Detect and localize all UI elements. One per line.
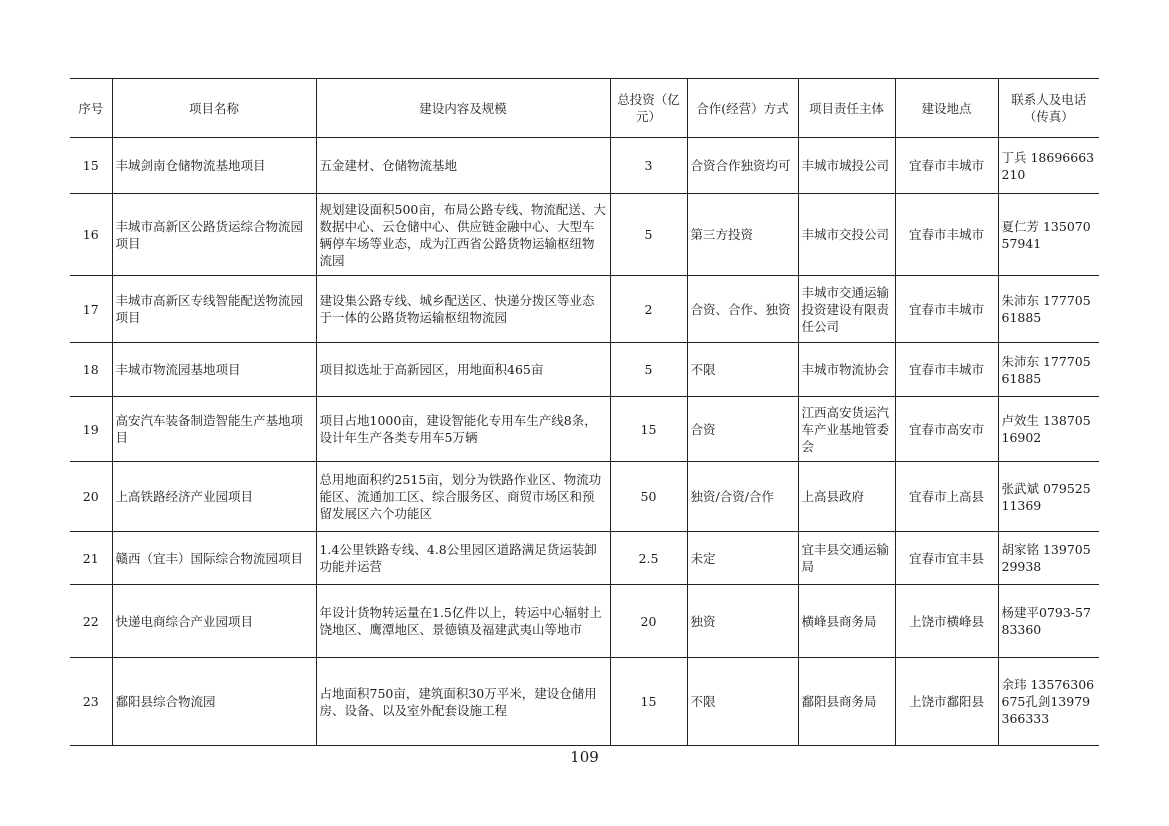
header-row	[70, 79, 1099, 138]
table-row	[70, 585, 1099, 658]
cell-name: 丰城市高新区公路货运综合物流园项目	[112, 194, 316, 276]
cell-owner: 宜丰县交通运输局	[798, 532, 895, 585]
cell-investment: 15	[610, 397, 687, 462]
table-row	[70, 658, 1099, 746]
table-row	[70, 138, 1099, 194]
cell-location: 宜春市丰城市	[895, 138, 998, 194]
cell-investment: 2	[610, 276, 687, 343]
cell-seq: 18	[70, 343, 112, 397]
cell-location: 宜春市上高县	[895, 462, 998, 532]
cell-contact: 丁兵 18696663210	[998, 138, 1099, 194]
cell-owner: 丰城市交通运输投资建设有限责任公司	[798, 276, 895, 343]
cell-content: 项目拟选址于高新园区，用地面积465亩	[316, 343, 610, 397]
cell-location: 宜春市宜丰县	[895, 532, 998, 585]
cell-content: 年设计货物转运量在1.5亿件以上，转运中心辐射上饶地区、鹰潭地区、景德镇及福建武夷山等地市	[316, 585, 610, 658]
cell-investment: 15	[610, 658, 687, 746]
cell-location: 上饶市横峰县	[895, 585, 998, 658]
cell-mode: 独资	[687, 585, 798, 658]
cell-contact: 张武斌 07952511369	[998, 462, 1099, 532]
cell-seq: 15	[70, 138, 112, 194]
cell-name: 丰城剑南仓储物流基地项目	[112, 138, 316, 194]
cell-content: 五金建材、仓储物流基地	[316, 138, 610, 194]
cell-location: 宜春市丰城市	[895, 194, 998, 276]
cell-mode: 合资	[687, 397, 798, 462]
cell-investment: 5	[610, 194, 687, 276]
table-row	[70, 397, 1099, 462]
cell-seq: 16	[70, 194, 112, 276]
cell-contact: 朱沛东 17770561885	[998, 343, 1099, 397]
page-number: 109	[570, 748, 599, 766]
cell-content: 建设集公路专线、城乡配送区、快递分拨区等业态于一体的公路货物运输枢纽物流园	[316, 276, 610, 343]
cell-seq: 23	[70, 658, 112, 746]
cell-seq: 21	[70, 532, 112, 585]
cell-mode: 第三方投资	[687, 194, 798, 276]
cell-location: 宜春市丰城市	[895, 343, 998, 397]
project-table	[70, 78, 1099, 746]
cell-content: 1.4公里铁路专线、4.8公里园区道路满足货运装卸功能并运营	[316, 532, 610, 585]
cell-owner: 江西高安货运汽车产业基地管委会	[798, 397, 895, 462]
cell-contact: 余玮 13576306675孔剑13979366333	[998, 658, 1099, 746]
cell-content: 占地面积750亩，建筑面积30万平米，建设仓储用房、设备、以及室外配套设施工程	[316, 658, 610, 746]
header-investment: 总投资（亿元）	[610, 79, 687, 138]
cell-name: 丰城市高新区专线智能配送物流园项目	[112, 276, 316, 343]
cell-name: 赣西（宜丰）国际综合物流园项目	[112, 532, 316, 585]
cell-content: 项目占地1000亩，建设智能化专用车生产线8条，设计年生产各类专用车5万辆	[316, 397, 610, 462]
cell-mode: 合资、合作、独资	[687, 276, 798, 343]
cell-investment: 3	[610, 138, 687, 194]
cell-owner: 上高县政府	[798, 462, 895, 532]
header-mode: 合作(经营）方式	[687, 79, 798, 138]
cell-contact: 胡家铭 13970529938	[998, 532, 1099, 585]
cell-investment: 20	[610, 585, 687, 658]
cell-mode: 不限	[687, 658, 798, 746]
cell-location: 宜春市丰城市	[895, 276, 998, 343]
cell-content: 总用地面积约2515亩，划分为铁路作业区、物流功能区、流通加工区、综合服务区、商贸市场区和预留发展区六个功能区	[316, 462, 610, 532]
cell-name: 丰城市物流园基地项目	[112, 343, 316, 397]
cell-seq: 22	[70, 585, 112, 658]
header-contact: 联系人及电话（传真）	[998, 79, 1099, 138]
cell-investment: 5	[610, 343, 687, 397]
table-row	[70, 532, 1099, 585]
cell-owner: 丰城市交投公司	[798, 194, 895, 276]
cell-mode: 未定	[687, 532, 798, 585]
header-location: 建设地点	[895, 79, 998, 138]
cell-contact: 杨建平0793-5783360	[998, 585, 1099, 658]
cell-mode: 不限	[687, 343, 798, 397]
cell-owner: 丰城市物流协会	[798, 343, 895, 397]
table-row	[70, 276, 1099, 343]
cell-name: 高安汽车装备制造智能生产基地项目	[112, 397, 316, 462]
cell-seq: 20	[70, 462, 112, 532]
cell-mode: 独资/合资/合作	[687, 462, 798, 532]
cell-name: 快递电商综合产业园项目	[112, 585, 316, 658]
header-seq: 序号	[70, 79, 112, 138]
cell-contact: 卢效生 13870516902	[998, 397, 1099, 462]
cell-investment: 2.5	[610, 532, 687, 585]
cell-owner: 横峰县商务局	[798, 585, 895, 658]
cell-owner: 丰城市城投公司	[798, 138, 895, 194]
cell-name: 上高铁路经济产业园项目	[112, 462, 316, 532]
header-owner: 项目责任主体	[798, 79, 895, 138]
cell-mode: 合资合作独资均可	[687, 138, 798, 194]
cell-location: 上饶市鄱阳县	[895, 658, 998, 746]
table-row	[70, 462, 1099, 532]
cell-name: 鄱阳县综合物流园	[112, 658, 316, 746]
cell-contact: 朱沛东 17770561885	[998, 276, 1099, 343]
cell-contact: 夏仁芳 13507057941	[998, 194, 1099, 276]
table-row	[70, 343, 1099, 397]
cell-location: 宜春市高安市	[895, 397, 998, 462]
cell-seq: 17	[70, 276, 112, 343]
header-content: 建设内容及规模	[316, 79, 610, 138]
cell-content: 规划建设面积500亩，布局公路专线、物流配送、大数据中心、云仓储中心、供应链金融中心、大型车辆停车场等业态，成为江西省公路货物运输枢纽物流园	[316, 194, 610, 276]
cell-investment: 50	[610, 462, 687, 532]
cell-owner: 鄱阳县商务局	[798, 658, 895, 746]
cell-seq: 19	[70, 397, 112, 462]
table-row	[70, 194, 1099, 276]
header-name: 项目名称	[112, 79, 316, 138]
